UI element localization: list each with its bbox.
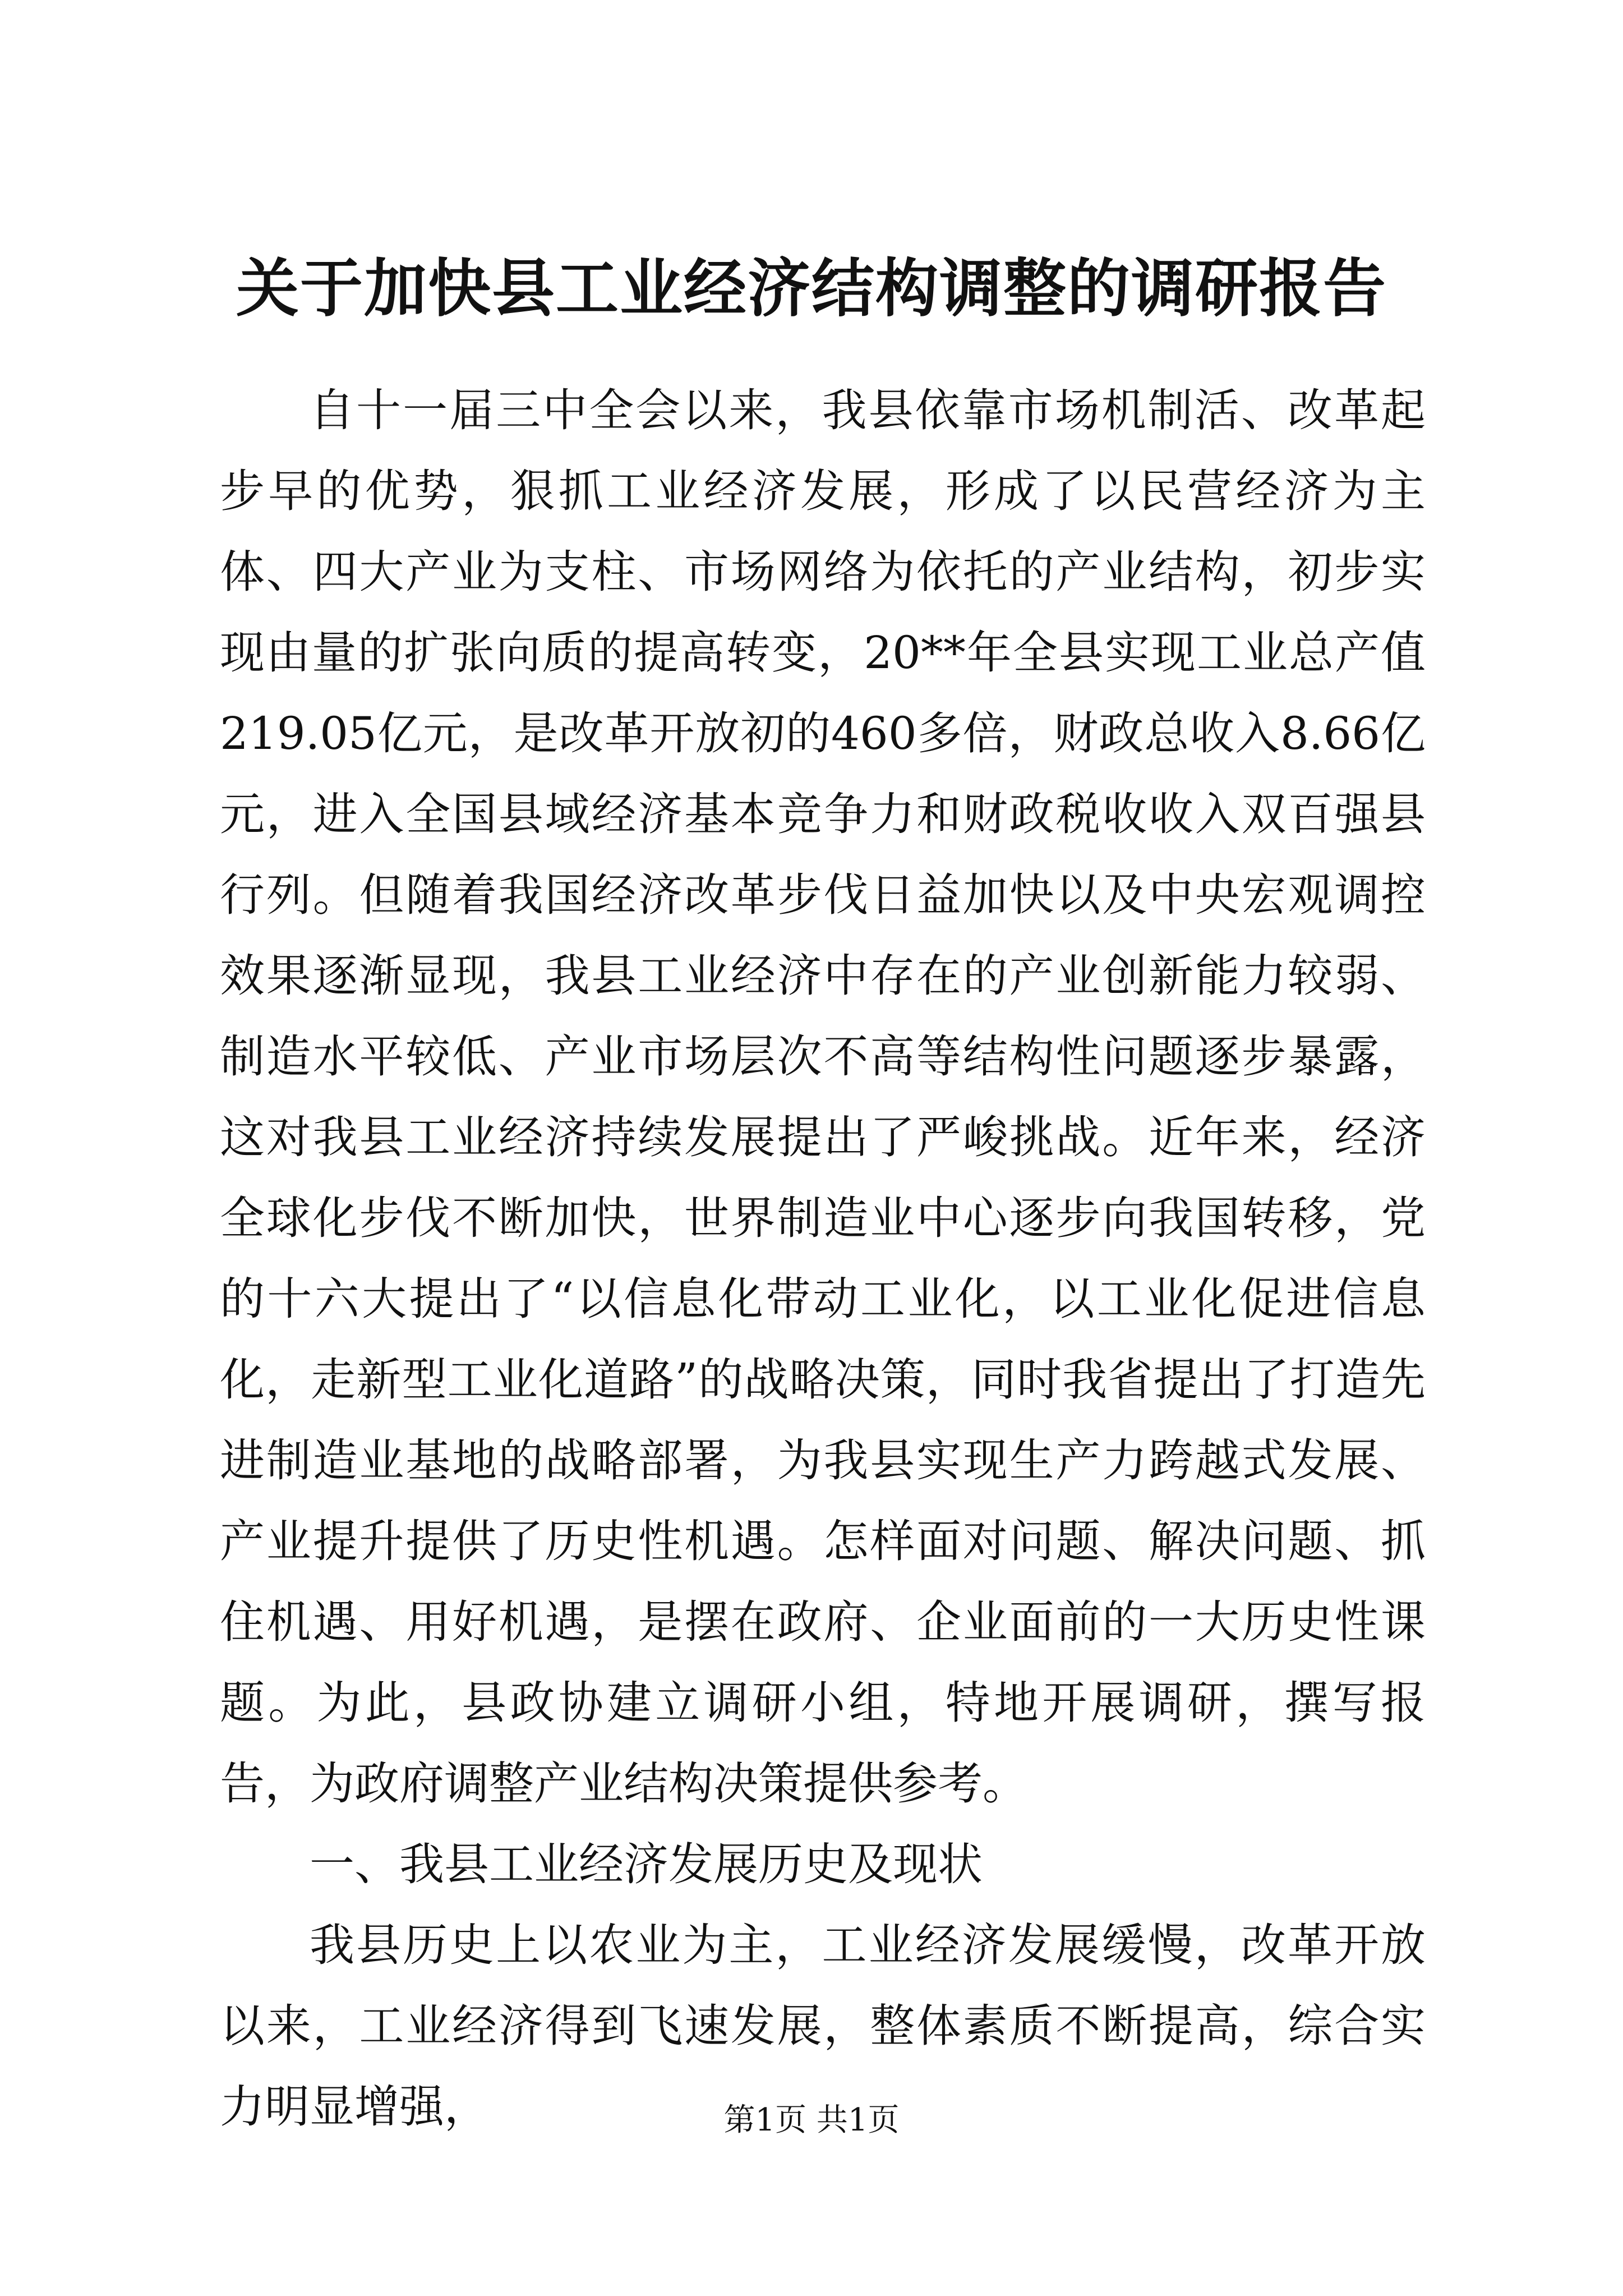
document-body xyxy=(220,370,1426,2147)
page-footer: 第1页 共1页 xyxy=(723,2102,900,2138)
intro-paragraph: 自十一届三中全会以来，我县依靠市场机制活、改革起步早的优势，狠抓工业经济发展，形成了以民营经济为主体、四大产业为支柱、市场网络为依托的产业结构，初步实现由量的扩张向质的提高转变，20**年全县实现工业总产值219.05亿元，是改革开放初的460多倍，财政总收入8.66亿元，进入全国县域经济基本竞争力和财政税收收入双百强县行列。但随着我国经济改革步伐日益加快以及中央宏观调控效果逐渐显现，我县工业经济中存在的产业创新能力较弱、制造水平较低、产业市场层次不高等结构性问题逐步暴露，这对我县工业经济持续发展提出了严峻挑战。近年来，经济全球化步伐不断加快，世界制造业中心逐步向我国转移，党的十六大提出了“以信息化带动工业化，以工业化促进信息化，走新型工业化道路”的战略决策，同时我省提出了打造先进制造业基地的战略部署，为我县实现生产力跨越式发展、产业提升提供了历史性机遇。怎样面对问题、解决问题、抓住机遇、用好机遇，是摆在政府、企业面前的一大历史性课题。为此，县政协建立调研小组，特地开展调研，撰写报告，为政府调整产业结构决策提供参考。 xyxy=(220,384,1426,1810)
section-heading: 一、我县工业经济发展历史及现状 xyxy=(310,1838,983,1890)
document-title: 关于加快县工业经济结构调整的调研报告 xyxy=(236,252,1387,325)
section-paragraph: 我县历史上以农业为主，工业经济发展缓慢，改革开放以来，工业经济得到飞速发展，整体素质不断提高，综合实力明显增强， xyxy=(220,1919,1426,2133)
